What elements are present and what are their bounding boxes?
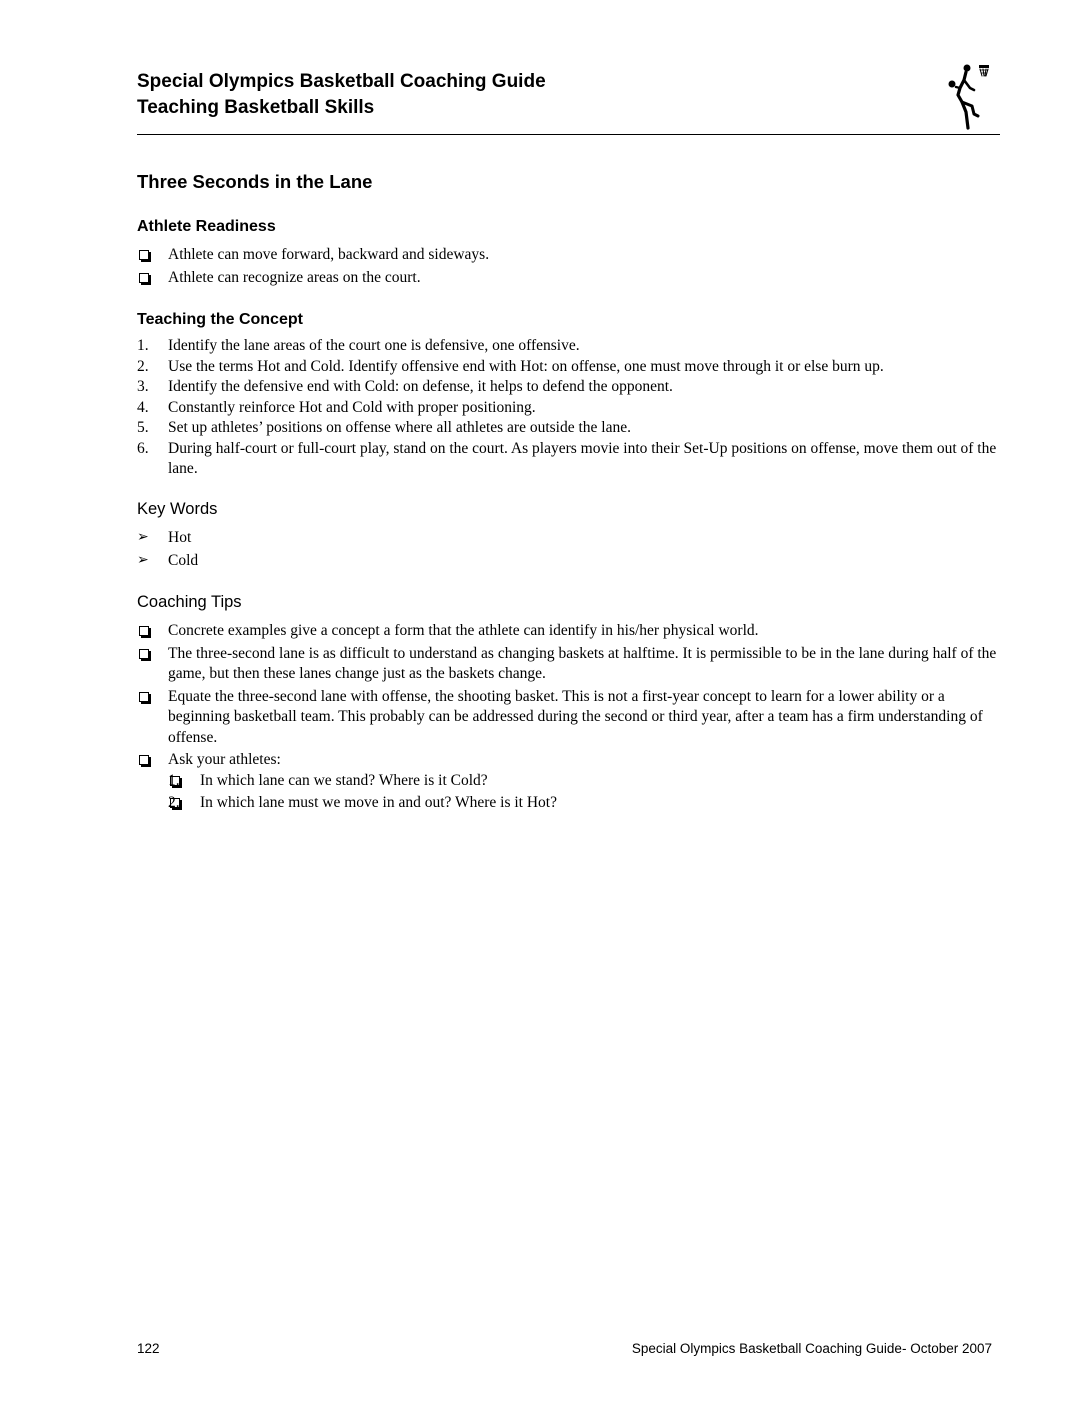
list-item: 2. Use the terms Hot and Cold. Identify offensive end with Hot: on offense, one must move through it or else burn up.	[137, 357, 884, 375]
list-item: 6. During half-court or full-court play, stand on the court. As players movie into their Set-Up positions on offense, move them out of the lane.	[137, 439, 997, 477]
list-item: Concrete examples give a concept a form that the athlete can identify in his/her physical world.	[168, 622, 759, 639]
section-title: Three Seconds in the Lane	[137, 171, 373, 192]
coaching-tips-list	[137, 621, 997, 816]
athlete-questions-list	[168, 771, 997, 814]
key-words-heading: Key Words	[137, 500, 218, 518]
athlete-readiness-heading: Athlete Readiness	[137, 218, 276, 235]
list-item: 4. Constantly reinforce Hot and Cold with proper positioning.	[137, 398, 536, 416]
list-item: 1. Identify the lane areas of the court one is defensive, one offensive.	[137, 337, 580, 354]
header-subtitle: Teaching Basketball Skills	[137, 97, 375, 118]
athlete-readiness-list	[137, 245, 997, 291]
list-item: Hot	[168, 529, 192, 546]
list-item: Ask your athletes: 1. In which lane can we stand? Where is it Cold? 2. In which lane must we move in and out? Where is it Hot?	[137, 750, 997, 814]
key-words-list	[137, 528, 997, 574]
list-item: The three-second lane is as difficult to understand as changing baskets at halftime. It is permissible to be in the lane during half of the game, but then these lanes change just as the baskets change.	[168, 644, 997, 682]
list-item: 1. In which lane can we stand? Where is it Cold?	[168, 771, 997, 792]
list-item: Equate the three-second lane with offense, the shooting basket. This is not a first-year concept to learn for a lower ability or a beginning basketball team. This probably can be addressed during the second or third year, after a team has a firm understanding of offense.	[168, 687, 983, 746]
teaching-concept-list	[137, 336, 997, 480]
coaching-tips-heading: Coaching Tips	[137, 593, 242, 611]
list-item: 2. In which lane must we move in and out? Where is it Hot?	[168, 793, 997, 814]
header-divider	[137, 134, 1000, 135]
header-title: Special Olympics Basketball Coaching Guide	[137, 71, 546, 92]
list-item: Athlete can move forward, backward and sideways.	[168, 246, 490, 263]
basketball-player-icon	[944, 62, 996, 130]
teaching-concept-heading: Teaching the Concept	[137, 311, 303, 328]
page-number: 122	[137, 1341, 160, 1356]
list-item: Athlete can recognize areas on the court.	[168, 269, 421, 286]
list-item: Cold	[168, 552, 199, 569]
list-item: 3. Identify the defensive end with Cold: on defense, it helps to defend the opponent.	[137, 378, 673, 395]
footer-text: Special Olympics Basketball Coaching Guide- October 2007	[631, 1341, 992, 1356]
list-item: 5. Set up athletes’ positions on offense where all athletes are outside the lane.	[137, 419, 631, 436]
